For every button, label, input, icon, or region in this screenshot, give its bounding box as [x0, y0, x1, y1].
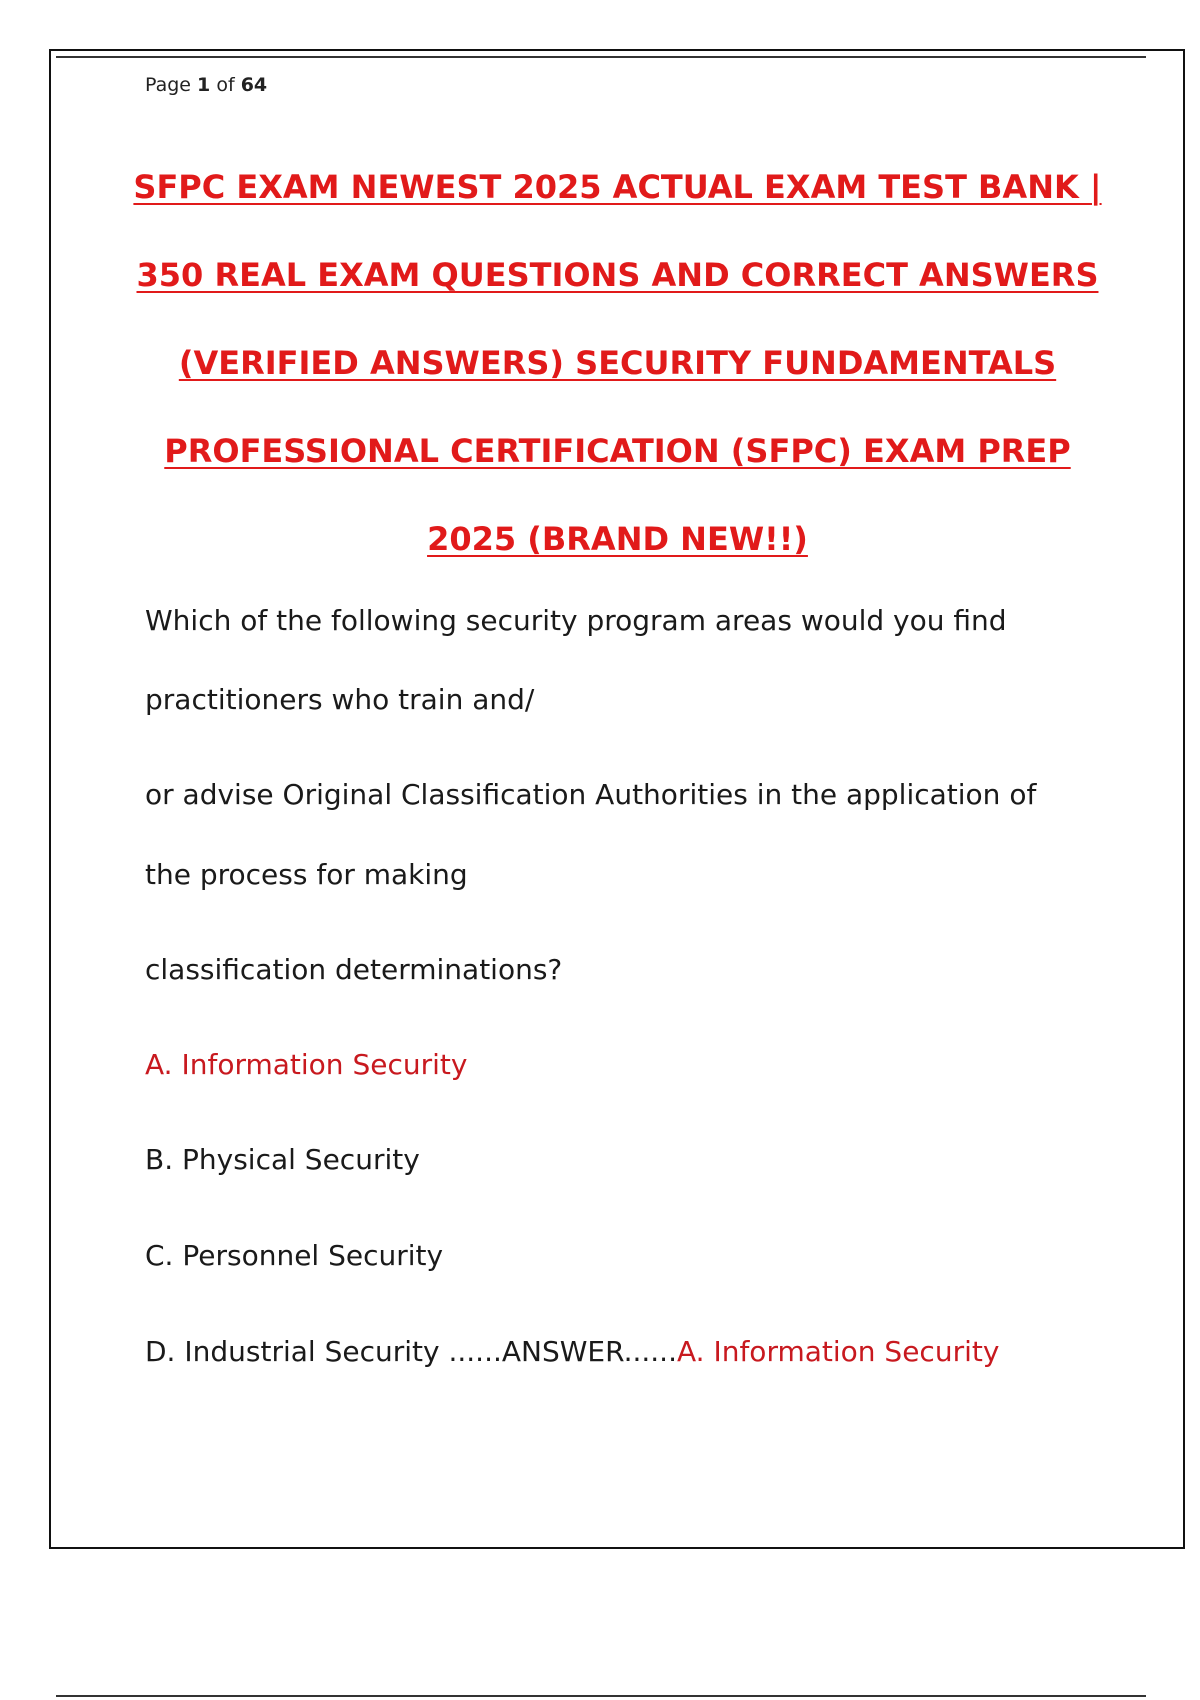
page-current: 1: [197, 74, 211, 96]
question-line: Which of the following security program areas would you find: [145, 604, 1007, 637]
page-counter: [145, 74, 267, 96]
page-of: of: [216, 74, 235, 96]
top-divider: [56, 56, 1146, 58]
title-line: SFPC EXAM NEWEST 2025 ACTUAL EXAM TEST BANK |: [133, 168, 1102, 206]
option-c: C. Personnel Security: [145, 1239, 444, 1272]
option-d: D. Industrial Security: [145, 1335, 440, 1368]
question-line: practitioners who train and/: [145, 683, 535, 716]
option-b: B. Physical Security: [145, 1143, 420, 1176]
question-line: classification determinations?: [145, 953, 563, 986]
answer-separator: ......ANSWER......: [439, 1335, 677, 1368]
answer-text: A. Information Security: [676, 1335, 1000, 1368]
page-label: Page: [145, 74, 191, 96]
title-line: 350 REAL EXAM QUESTIONS AND CORRECT ANSWERS: [136, 256, 1099, 294]
title-line: PROFESSIONAL CERTIFICATION (SFPC) EXAM PREP: [164, 432, 1071, 470]
page-total: 64: [240, 74, 268, 96]
document-title: [60, 143, 1175, 583]
question-line: the process for making: [145, 858, 468, 891]
title-line: 2025 (BRAND NEW!!): [427, 520, 808, 558]
bottom-divider: [56, 1695, 1146, 1697]
option-d-with-answer: [145, 1335, 1105, 1368]
option-a: A. Information Security: [145, 1048, 468, 1081]
title-line: (VERIFIED ANSWERS) SECURITY FUNDAMENTALS: [178, 344, 1057, 382]
question-line: or advise Original Classification Authorities in the application of: [145, 778, 1037, 811]
